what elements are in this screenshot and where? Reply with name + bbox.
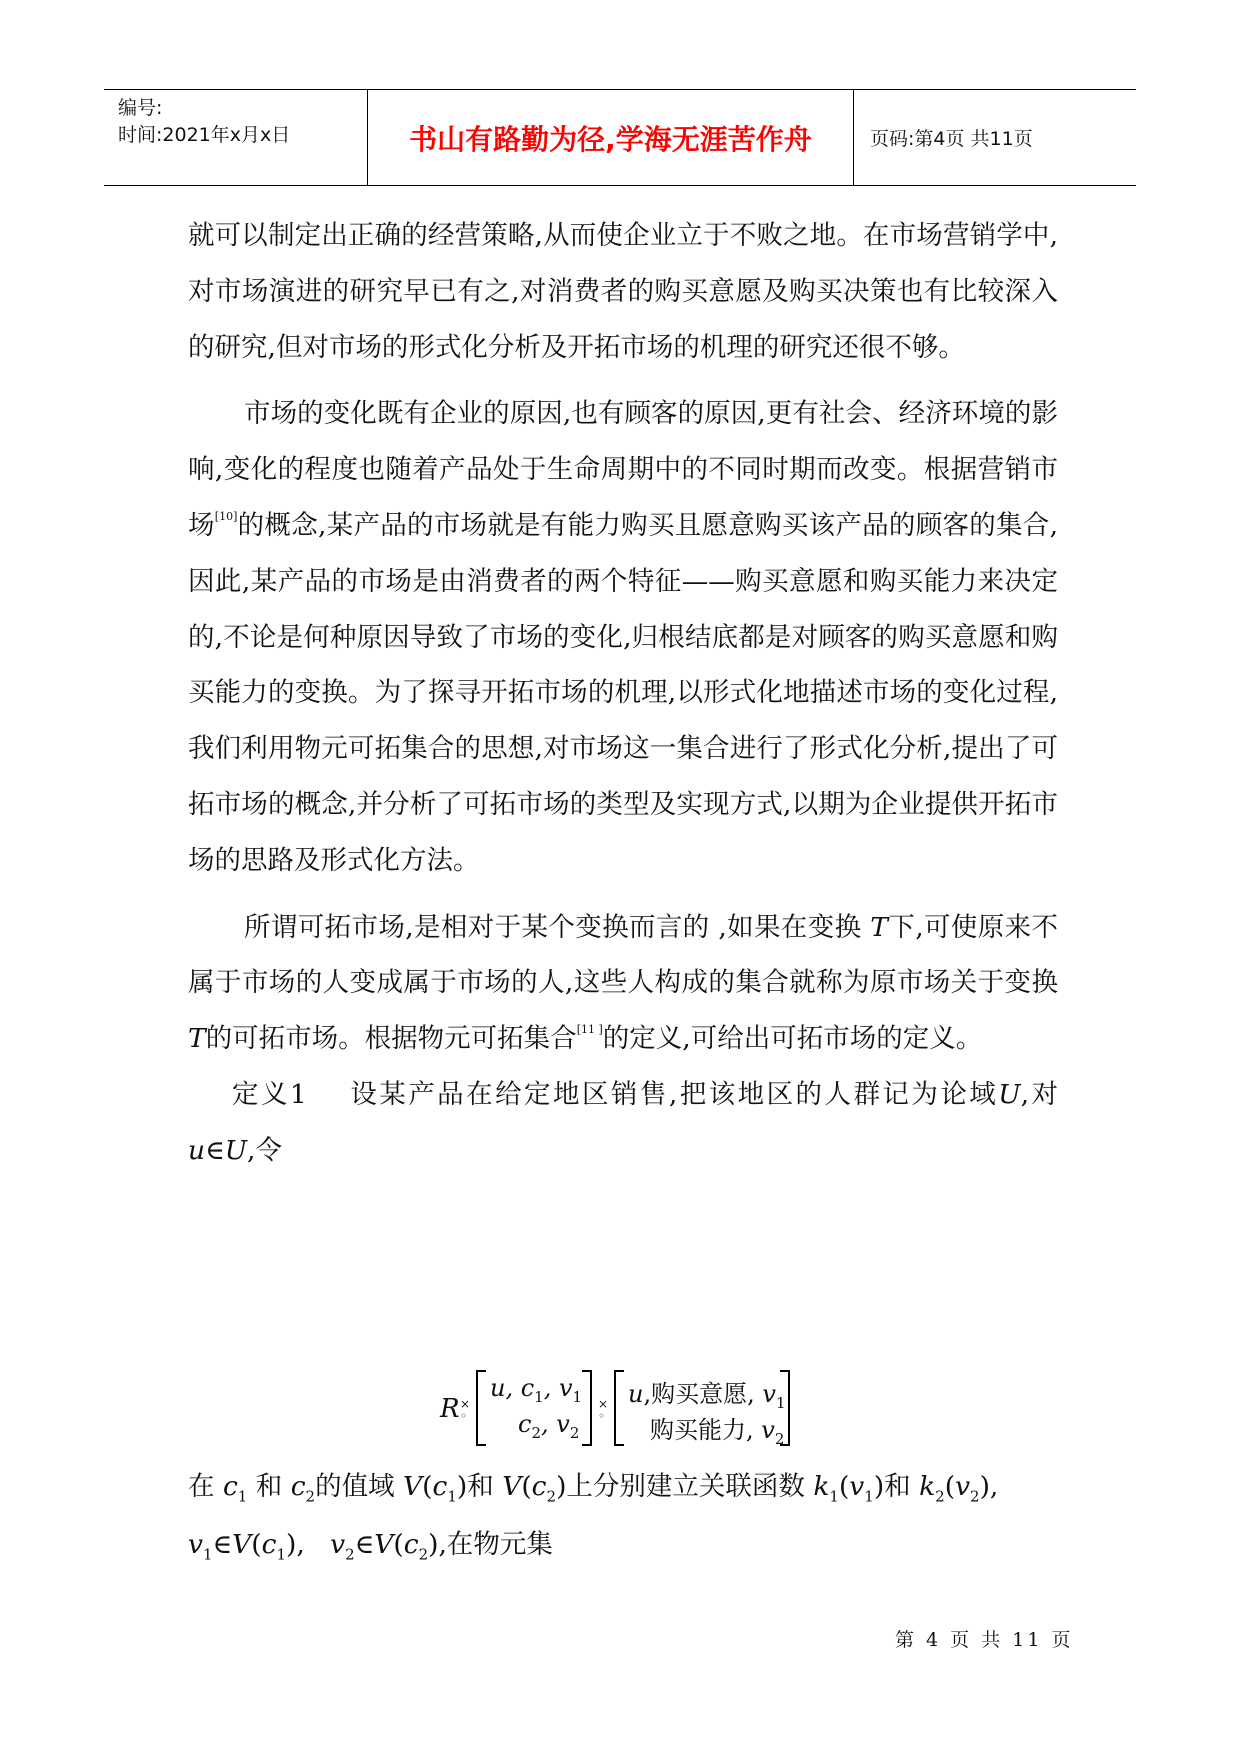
extension-symbol: × ◦: [598, 1397, 609, 1423]
header-page-info: 页码:第4页 共11页: [870, 128, 1033, 150]
text: 和: [467, 1471, 494, 1502]
matrix-text: 购买能力,: [650, 1416, 754, 1444]
symbol-U: U: [224, 1134, 248, 1166]
header-meta-cell: [104, 90, 368, 185]
matrix-text: u: [628, 1380, 644, 1408]
right-bracket: [582, 1370, 592, 1446]
symbol-T: T: [870, 911, 888, 943]
text: 的值域: [315, 1471, 395, 1502]
symbol-V: V: [403, 1471, 423, 1502]
symbol-element-of: ∈: [205, 1134, 225, 1166]
left-bracket: [614, 1370, 624, 1446]
definition-1: [188, 1067, 1058, 1179]
matrix-sub: 2: [531, 1423, 541, 1442]
symbol-c: c: [222, 1471, 238, 1502]
paragraph-3: [188, 900, 1058, 1067]
right-bracket: [780, 1370, 790, 1446]
post-formula-text: [188, 1458, 1058, 1574]
extension-symbol: × ◦: [460, 1397, 471, 1423]
citation-10: [10]: [214, 509, 238, 523]
matrix-text: ,购买意愿,: [643, 1380, 755, 1408]
text: ,在物元集: [438, 1529, 553, 1560]
paragraph-2-text-b: 的概念,某产品的市场就是有能力购买且愿意购买该产品的顾客的集合,因此,某产品的市场是由消费者的两个特征——购买意愿和购买能力来决定的,不论是何种原因导致了市场的变化,归根结底都是对顾客的购买意愿和购买能力的变换。为了探寻开拓市场的机理,以形式化地描述市场的变化过程,我们利用物元可拓集合的思想,对市场这一集合进行了形式化分析,提出了可拓市场的概念,并分析了可拓市场的类型及实现方式,以期为企业提供开拓市场的思路及形式化方法。: [188, 509, 1058, 876]
time-label: 时间:2021年x月x日: [118, 124, 291, 146]
matrix-text: v: [762, 1380, 776, 1408]
paragraph-3-text-b: 下,可使原来不属于市场的人变成属于市场的人,这些人构成的集合就称为原市场关于变换: [188, 911, 1058, 999]
symbol-v: v: [955, 1471, 971, 1502]
matrix-text: v: [761, 1416, 775, 1444]
matrix-sub: 1: [534, 1387, 544, 1406]
matrix-left-row-2: [518, 1410, 580, 1442]
symbol-R: R: [440, 1394, 460, 1424]
definition-text-3: ,令: [247, 1134, 282, 1166]
matrix-sub: 2: [569, 1423, 580, 1442]
page-footer: 第 4 页 共 11 页: [895, 1629, 1074, 1651]
left-bracket: [476, 1370, 486, 1446]
paragraph-3-text-c: 的可拓市场。根据物元可拓集合: [205, 1023, 577, 1055]
relation-function-line: 在 $c_1$ 和 $c_2$的值域 $V(c_1)$和 $V(c_2)$上分别建立关联函数 $k_1(v_1)$和 $k_2(v_2)$, $v_1\in V(c_1)$, $v_2\in V(c_2)$,在物元集: [188, 1471, 999, 1564]
matrix-sub: 1: [572, 1387, 583, 1406]
document-body: [188, 208, 1058, 1179]
definition-text: 设某产品在给定地区销售,把该地区的人群记为论域: [350, 1078, 999, 1110]
symbol-k: k: [813, 1471, 830, 1502]
paragraph-3-text-d: 的定义,可给出可拓市场的定义。: [602, 1023, 983, 1055]
symbol-U: U: [998, 1078, 1021, 1110]
symbol-u: u: [188, 1134, 206, 1166]
text: 和: [884, 1471, 911, 1502]
matrix-text: , v: [541, 1410, 570, 1438]
paragraph-3-text-a: 所谓可拓市场,是相对于某个变换而言的 ,如果在变换: [244, 911, 862, 943]
paragraph-1: 就可以制定出正确的经营策略,从而使企业立于不败之地。在市场营销学中,对市场演进的研究早已有之,对消费者的购买意愿及购买决策也有比较深入的研究,但对市场的形式化分析及开拓市场的机理的研究还很不够。: [188, 220, 1058, 363]
symbol-T: T: [188, 1023, 206, 1055]
matrix-sub: 1: [775, 1393, 786, 1412]
serial-label: 编号:: [118, 97, 163, 119]
matrix-left-row-1: [490, 1374, 583, 1406]
paragraph-2-text-a: 市场的变化既有企业的原因,也有顾客的原因,更有社会、经济环境的影响,变化的程度也随着产品处于生命周期中的不同时期而改变。根据营销市场: [188, 398, 1058, 541]
matrix-right-row-1: [628, 1374, 786, 1412]
text: 和: [255, 1471, 283, 1502]
citation-11: [11 ]: [576, 1023, 603, 1037]
matrix-text: u, c: [490, 1374, 535, 1402]
matrix-sub: 2: [774, 1429, 785, 1448]
symbol-c: c: [290, 1471, 306, 1502]
definition-text-2: ,对: [1020, 1078, 1058, 1110]
definition-label: 定义1: [232, 1078, 307, 1110]
text: 在: [188, 1471, 215, 1502]
paragraph-2: [188, 386, 1058, 888]
matrix-text: c: [518, 1410, 532, 1438]
matrix-text: , v: [543, 1374, 573, 1402]
text: 上分别建立关联函数: [566, 1471, 805, 1502]
page-header: [104, 89, 1136, 186]
matrix-right-row-2: [650, 1410, 785, 1448]
header-motto: 书山有路勤为径,学海无涯苦作舟: [368, 90, 854, 185]
